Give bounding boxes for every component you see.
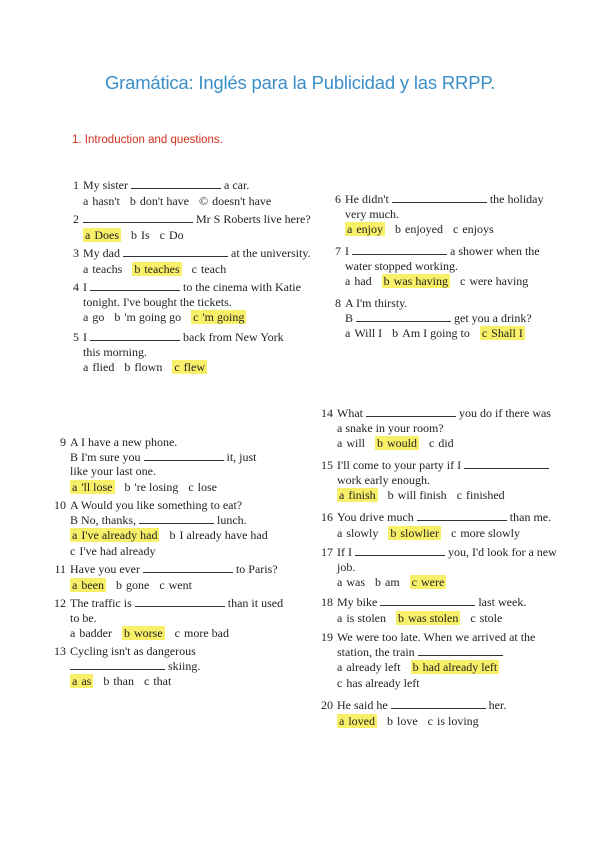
question-number: 5: [73, 330, 79, 344]
question-text-line: You drive much than me.: [337, 510, 552, 524]
option-text: c more bad: [174, 626, 229, 640]
option-c[interactable]: [480, 326, 525, 340]
answer-options: [337, 526, 600, 541]
question-text-line: We were too late. When we arrived at the: [337, 630, 536, 644]
option-a[interactable]: [345, 274, 372, 288]
option-text: b Is: [131, 227, 150, 242]
option-a[interactable]: [83, 360, 114, 374]
question-15: [321, 458, 600, 503]
question-text-line: I'll come to your party if I: [337, 458, 600, 473]
option-text: b than: [103, 674, 134, 688]
question-text-line: Mr S Roberts live here?: [83, 212, 348, 227]
question-number: 1: [73, 178, 79, 192]
question-text-line: Have you ever to Paris?: [70, 562, 278, 576]
answer-blank[interactable]: [380, 595, 475, 606]
question-text-line: My sister a car.: [83, 178, 250, 192]
option-text: a will: [337, 436, 365, 450]
question-text-line: The traffic is than it used: [70, 596, 284, 610]
highlighted-answer: c Shall I: [481, 326, 523, 340]
option-a[interactable]: [83, 194, 120, 208]
option-b[interactable]: [387, 714, 418, 728]
question-16: [321, 510, 600, 540]
option-c[interactable]: [144, 674, 171, 688]
highlighted-answer: b teaches: [134, 261, 180, 276]
highlighted-answer: b would: [377, 436, 417, 450]
question-18: [321, 595, 600, 625]
question-1: [73, 178, 348, 208]
option-b[interactable]: [132, 262, 181, 276]
option-a[interactable]: [70, 674, 93, 688]
option-a[interactable]: [337, 436, 365, 450]
option-c[interactable]: [457, 488, 505, 502]
question-number: 9: [60, 435, 66, 449]
answer-blank[interactable]: [123, 246, 228, 257]
answer-blank[interactable]: [131, 178, 221, 189]
option-c[interactable]: [460, 274, 528, 288]
answer-blank[interactable]: [144, 450, 224, 461]
option-text: a flied: [83, 360, 115, 374]
option-c[interactable]: [159, 578, 192, 592]
question-6: [335, 192, 600, 237]
option-b[interactable]: [411, 660, 500, 674]
highlighted-answer: a 'll lose: [72, 479, 113, 494]
question-10: [54, 498, 335, 558]
option-b[interactable]: [395, 222, 443, 236]
answer-options: [83, 194, 348, 209]
answer-blank[interactable]: [143, 562, 233, 573]
option-b[interactable]: [392, 326, 470, 340]
question-text-line: He didn't the holiday: [345, 192, 544, 206]
question-text-line: My bike last week.: [337, 595, 527, 609]
answer-options: [345, 326, 600, 341]
option-b[interactable]: [396, 611, 460, 625]
option-text: a Will I: [345, 326, 383, 340]
option-text: a already left: [337, 660, 401, 674]
option-text: © doesn't have: [198, 193, 272, 208]
option-a[interactable]: [337, 660, 401, 674]
answer-blank[interactable]: [417, 510, 507, 521]
answer-options: [345, 274, 600, 289]
option-text: c enjoys: [453, 222, 494, 236]
option-b[interactable]: [388, 526, 441, 540]
question-text-line: B get you a drink?: [345, 310, 532, 325]
question-text-line: a snake in your room?: [337, 420, 444, 435]
answer-options: [337, 436, 600, 451]
option-c[interactable]: [453, 222, 494, 236]
option-text: c that: [144, 674, 172, 688]
answer-options: [70, 626, 335, 641]
question-number: 14: [321, 406, 333, 420]
answer-blank[interactable]: [356, 311, 451, 322]
option-c[interactable]: [470, 611, 502, 625]
question-text-line: like your last one.: [70, 464, 156, 478]
question-number: 2: [73, 212, 79, 226]
highlighted-answer: a as: [72, 674, 92, 688]
answer-options: [70, 578, 335, 593]
question-number: 16: [321, 510, 333, 524]
answer-options: [337, 575, 600, 590]
answer-blank[interactable]: [83, 212, 193, 223]
question-text-line: A Would you like something to eat?: [70, 498, 243, 512]
option-text: c more slowly: [451, 525, 521, 540]
option-a[interactable]: [83, 228, 121, 242]
question-text-line: Cycling isn't as dangerous: [70, 644, 196, 658]
question-17: [321, 545, 600, 590]
question-19: [321, 630, 600, 690]
highlighted-answer: b worse: [123, 626, 163, 640]
answer-blank[interactable]: [135, 596, 225, 607]
option-c[interactable]: [429, 436, 454, 450]
option-b[interactable]: [375, 436, 419, 450]
option-text: b 're losing: [124, 479, 179, 494]
document-title: Gramática: Inglés para la Publicidad y las RRPP.: [104, 72, 496, 93]
option-text: c teach: [191, 261, 227, 276]
option-text: b love: [387, 713, 418, 728]
option-c[interactable]: [451, 526, 520, 540]
answer-blank[interactable]: [352, 244, 447, 255]
option-c[interactable]: [188, 480, 217, 494]
question-number: 13: [54, 644, 66, 658]
option-c[interactable]: [192, 262, 227, 276]
question-text-line: He said he her.: [337, 698, 507, 712]
option-a[interactable]: [83, 310, 104, 324]
question-number: 19: [321, 630, 333, 644]
question-text-line: B No, thanks, lunch.: [70, 512, 247, 527]
option-text: a badder: [70, 626, 112, 640]
option-text: c Do: [159, 227, 184, 242]
answer-options: [337, 660, 600, 675]
option-text: a was: [337, 575, 365, 589]
highlighted-answer: b was having: [383, 274, 448, 288]
question-text-line: water stopped working.: [345, 258, 458, 273]
option-a[interactable]: [337, 526, 378, 540]
answer-options: [83, 262, 348, 277]
answer-options: [83, 310, 348, 325]
option-c[interactable]: [175, 626, 229, 640]
option-b[interactable]: [116, 578, 149, 592]
question-text-line: What you do if there was: [337, 406, 551, 420]
question-number: 15: [321, 458, 333, 472]
option-a[interactable]: [337, 611, 386, 625]
option-b[interactable]: [122, 626, 165, 640]
option-text: b enjoyed: [395, 222, 443, 236]
answer-blank[interactable]: [139, 513, 214, 524]
question-number: 7: [335, 244, 341, 258]
answer-options: [337, 714, 600, 729]
option-a[interactable]: [337, 714, 377, 728]
highlighted-answer: a I've already had: [72, 528, 158, 542]
option-b[interactable]: [125, 480, 179, 494]
question-9: [60, 435, 335, 494]
section-heading: 1. Introduction and questions.: [72, 134, 223, 146]
answer-options: [83, 360, 348, 375]
answer-options: [83, 228, 348, 243]
option-b[interactable]: [124, 360, 162, 374]
answer-blank[interactable]: [90, 330, 180, 341]
option-text: a teachs: [83, 261, 123, 276]
option-text: b will finish: [387, 488, 447, 502]
option-b[interactable]: [103, 674, 134, 688]
answer-options: [70, 528, 335, 543]
answer-blank[interactable]: [418, 645, 503, 656]
question-number: 4: [73, 280, 79, 294]
question-4: [73, 280, 348, 325]
option-a[interactable]: [345, 326, 382, 340]
question-5: [73, 330, 348, 375]
option-b[interactable]: [388, 488, 447, 502]
question-text-line: job.: [337, 559, 356, 574]
question-text-line: very much.: [345, 206, 399, 221]
option-text: b am: [375, 575, 400, 589]
option-c[interactable]: [191, 310, 246, 324]
option-a[interactable]: [70, 480, 115, 494]
option-a[interactable]: [70, 528, 159, 542]
highlighted-answer: c 'm going: [193, 310, 245, 324]
answer-options: [70, 544, 335, 559]
question-text-line: I a shower when the: [345, 244, 540, 258]
option-text: b don't have: [129, 193, 189, 208]
option-c[interactable]: [70, 544, 155, 558]
answer-blank[interactable]: [464, 458, 549, 469]
question-number: 18: [321, 595, 333, 609]
option-b[interactable]: [131, 228, 150, 242]
question-7: [335, 244, 600, 289]
question-number: 20: [321, 698, 333, 712]
highlighted-answer: b had already left: [412, 660, 498, 674]
question-text-line: skiing.: [70, 659, 335, 674]
question-13: [54, 644, 335, 689]
option-text: b I already have had: [169, 528, 268, 542]
question-number: 17: [321, 545, 333, 559]
option-text: c finished: [456, 488, 505, 502]
option-text: a go: [83, 310, 105, 324]
highlighted-answer: a loved: [339, 713, 375, 728]
answer-options: [70, 674, 335, 689]
option-text: c did: [429, 436, 454, 450]
option-text: b flown: [124, 360, 163, 374]
highlighted-answer: b slowlier: [390, 525, 440, 540]
answer-options: [337, 488, 600, 503]
option-c[interactable]: [337, 676, 420, 690]
option-text: b gone: [115, 577, 150, 592]
answer-options: [70, 480, 335, 495]
question-text-line: My dad at the university.: [83, 246, 311, 260]
highlighted-answer: a enjoy: [347, 222, 383, 236]
option-b[interactable]: [375, 575, 400, 589]
option-text: a had: [345, 274, 372, 288]
question-20: [321, 698, 600, 728]
option-text: c is loving: [427, 713, 479, 728]
highlighted-answer: c were: [411, 575, 445, 589]
option-a[interactable]: [337, 575, 365, 589]
option-text: c went: [159, 577, 192, 592]
question-text-line: I back from New York: [83, 330, 284, 344]
option-b[interactable]: [169, 528, 267, 542]
question-number: 11: [54, 562, 66, 576]
option-a[interactable]: [345, 222, 385, 236]
option-text: c lose: [188, 479, 217, 494]
option-text: b 'm going go: [114, 310, 182, 324]
question-text-line: tonight. I've bought the tickets.: [83, 294, 232, 309]
answer-blank[interactable]: [391, 698, 486, 709]
option-a[interactable]: [337, 488, 378, 502]
question-number: 10: [54, 498, 66, 512]
question-3: [73, 246, 348, 276]
question-12: [54, 596, 335, 641]
option-text: a slowly: [337, 525, 379, 540]
question-number: 8: [335, 296, 341, 310]
question-text-line: station, the train: [337, 645, 600, 660]
answer-options: [337, 611, 600, 626]
question-number: 3: [73, 246, 79, 260]
option-c[interactable]: [410, 575, 447, 589]
answer-blank[interactable]: [366, 406, 456, 417]
answer-blank[interactable]: [355, 545, 445, 556]
question-8: [335, 296, 600, 341]
question-text-line: this morning.: [83, 344, 148, 359]
option-a[interactable]: [70, 626, 112, 640]
question-2: [73, 212, 348, 242]
question-text-line: B I'm sure you it, just: [70, 449, 257, 464]
option-text: b Am I going to: [392, 326, 470, 340]
question-text-line: I to the cinema with Katie: [83, 280, 301, 294]
question-14: [321, 406, 600, 451]
question-number: 12: [54, 596, 66, 610]
highlighted-answer: a Does: [85, 227, 119, 242]
option-text: a is stolen: [337, 610, 386, 625]
option-a[interactable]: [83, 262, 122, 276]
answer-blank[interactable]: [70, 659, 165, 670]
option-text: c has already left: [337, 675, 420, 690]
question-text-line: A I'm thirsty.: [345, 296, 408, 310]
option-text: c I've had already: [70, 543, 156, 558]
option-a[interactable]: [70, 578, 106, 592]
option-b[interactable]: [114, 310, 181, 324]
question-text-line: to be.: [70, 610, 97, 625]
option-c[interactable]: [199, 194, 271, 208]
option-b[interactable]: [382, 274, 450, 288]
answer-options: [345, 222, 600, 237]
answer-options: [337, 676, 600, 691]
option-text: a hasn't: [83, 193, 120, 208]
question-11: [54, 562, 335, 592]
option-text: c stole: [470, 610, 503, 625]
question-text-line: If I you, I'd look for a new: [337, 545, 557, 559]
answer-blank[interactable]: [392, 192, 487, 203]
highlighted-answer: a been: [72, 577, 104, 592]
question-text-line: A I have a new phone.: [70, 435, 178, 449]
option-text: c were having: [459, 274, 529, 288]
answer-blank[interactable]: [90, 280, 180, 291]
question-number: 6: [335, 192, 341, 206]
option-c[interactable]: [428, 714, 479, 728]
highlighted-answer: c flew: [174, 360, 205, 374]
highlighted-answer: a finish: [339, 488, 376, 502]
question-text-line: work early enough.: [337, 472, 430, 487]
option-c[interactable]: [160, 228, 184, 242]
option-b[interactable]: [130, 194, 189, 208]
option-c[interactable]: [172, 360, 207, 374]
highlighted-answer: b was stolen: [398, 610, 459, 625]
